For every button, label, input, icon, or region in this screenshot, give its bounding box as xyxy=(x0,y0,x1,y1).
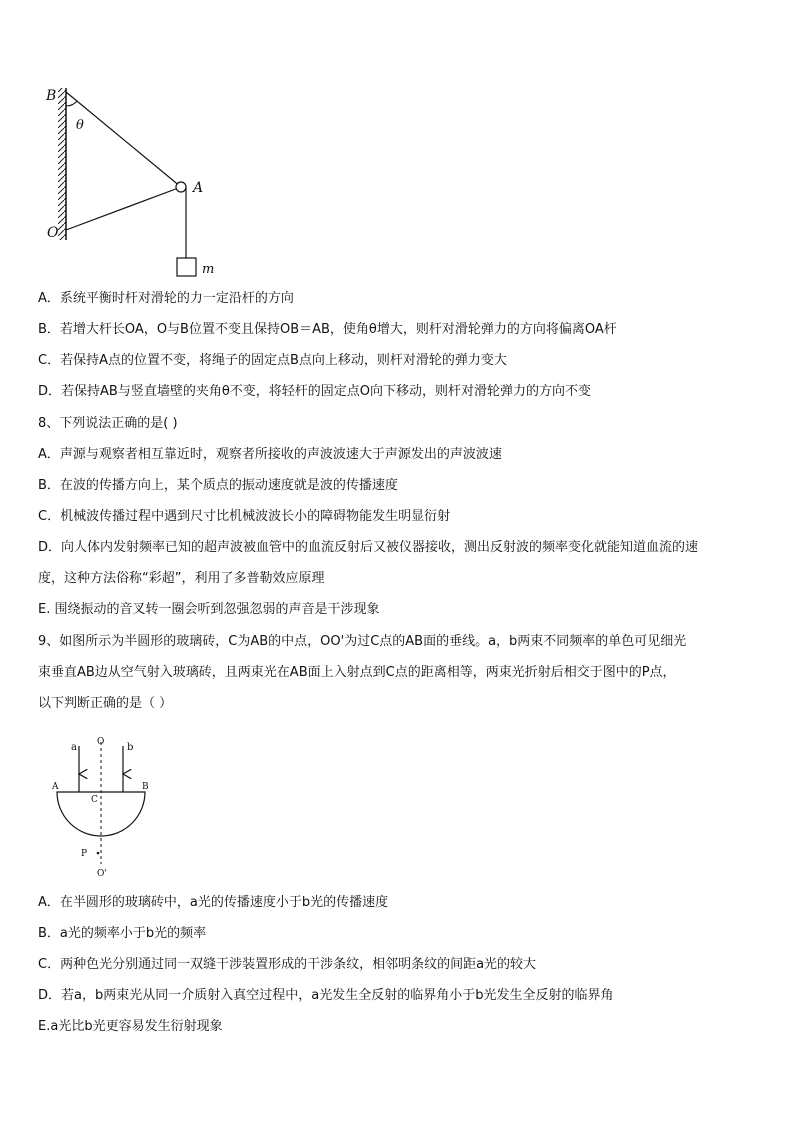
pulley xyxy=(176,182,186,192)
q8-option-b: B．在波的传播方向上，某个质点的振动速度就是波的传播速度 xyxy=(38,478,398,493)
label-a: a xyxy=(71,742,77,753)
label-theta: θ xyxy=(76,118,84,133)
figure-rod-pulley xyxy=(40,80,230,285)
q8-option-d: D．向人体内发射频率已知的超声波被血管中的血流反射后又被仪器接收，测出反射波的频率变化就能知道血流的速 xyxy=(38,540,699,555)
q9-option-a: A．在半圆形的玻璃砖中，a光的传播速度小于b光的传播速度 xyxy=(38,895,389,910)
label-P: P xyxy=(81,849,88,859)
q8-option-a: A．声源与观察者相互靠近时，观察者所接收的声波波速大于声源发出的声波波速 xyxy=(38,447,502,462)
q7-option-c: C．若保持A点的位置不变，将绳子的固定点B点向上移动，则杆对滑轮的弹力变大 xyxy=(38,353,507,368)
q9-option-b: B．a光的频率小于b光的频率 xyxy=(38,926,207,941)
label-m: m xyxy=(202,262,215,277)
label-A: A xyxy=(52,782,59,792)
q9-option-c: C．两种色光分别通过同一双缝干涉装置形成的干涉条纹，相邻明条纹的间距a光的较大 xyxy=(38,957,537,972)
label-b: b xyxy=(127,742,134,753)
label-B: B xyxy=(142,782,149,792)
figure-semicircle-glass xyxy=(45,730,165,880)
wall-hatching xyxy=(58,88,66,240)
rod-OA xyxy=(66,187,181,230)
label-A: A xyxy=(193,180,204,196)
q8-option-e: E. 围绕振动的音叉转一圈会听到忽强忽弱的声音是干涉现象 xyxy=(38,602,380,617)
q9-option-e: E.a光比b光更容易发生衍射现象 xyxy=(38,1019,223,1034)
label-O-top: O xyxy=(97,737,105,747)
q7-option-a: A．系统平衡时杆对滑轮的力一定沿杆的方向 xyxy=(38,291,294,306)
angle-arc xyxy=(66,101,77,106)
label-C: C xyxy=(91,795,98,805)
q7-option-b: B．若增大杆长OA，O与B位置不变且保持OB＝AB，使角θ增大，则杆对滑轮弹力的方向将偏离OA杆 xyxy=(38,322,617,337)
q9-stem-line-3: 以下判断正确的是（ ） xyxy=(38,696,173,711)
mass-block xyxy=(177,258,196,276)
q9-stem-line-1: 9、如图所示为半圆形的玻璃砖，C为AB的中点，OO'为过C点的AB面的垂线。a，b两束不同频率的单色可见细光 xyxy=(38,634,687,649)
q8-option-c: C．机械波传播过程中遇到尺寸比机械波波长小的障碍物能发生明显衍射 xyxy=(38,509,451,524)
q8-option-d-cont: 度，这种方法俗称“彩超”，利用了多普勒效应原理 xyxy=(38,571,325,586)
q8-stem: 8、下列说法正确的是( ) xyxy=(38,416,178,431)
q9-stem-line-2: 束垂直AB边从空气射入玻璃砖，且两束光在AB面上入射点到C点的距离相等，两束光折射后相交于图中的P点， xyxy=(38,665,676,680)
rope-BA xyxy=(66,92,181,187)
q7-option-d: D．若保持AB与竖直墙壁的夹角θ不变，将轻杆的固定点O向下移动，则杆对滑轮弹力的方向不变 xyxy=(38,384,592,399)
label-B: B xyxy=(46,88,57,104)
point-P xyxy=(97,852,100,855)
label-O: O xyxy=(47,225,59,241)
q9-option-d: D．若a，b两束光从同一介质射入真空过程中，a光发生全反射的临界角小于b光发生全反射的临界角 xyxy=(38,988,614,1003)
label-O-bottom: O' xyxy=(97,869,107,879)
